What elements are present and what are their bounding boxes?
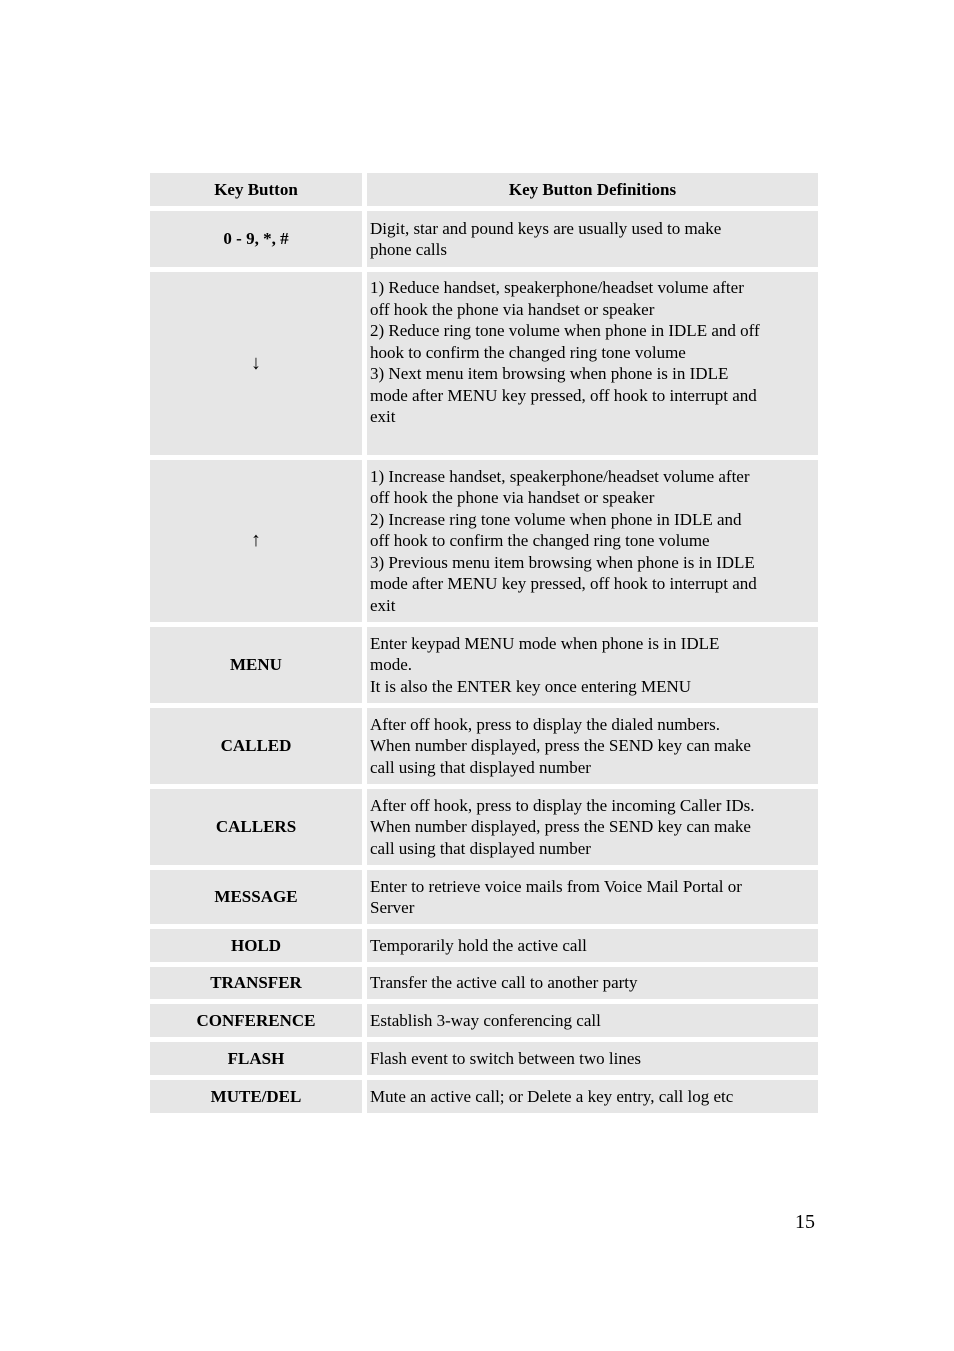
key-menu: MENU bbox=[150, 627, 362, 703]
definition-line: Flash event to switch between two lines bbox=[370, 1048, 642, 1068]
key-mute-del: MUTE/DEL bbox=[150, 1080, 362, 1113]
definition-line: call using that displayed number bbox=[370, 757, 591, 777]
definition-line: Mute an active call; or Delete a key entry, call log etc bbox=[370, 1086, 734, 1106]
definition-line: Temporarily hold the active call bbox=[370, 935, 587, 955]
definition-digits bbox=[367, 211, 818, 267]
key-flash: FLASH bbox=[150, 1042, 362, 1075]
definition-callers bbox=[367, 789, 818, 865]
definition-up-arrow bbox=[367, 460, 818, 622]
definition-line: call using that displayed number bbox=[370, 838, 591, 858]
key-called: CALLED bbox=[150, 708, 362, 784]
definition-flash bbox=[367, 1042, 818, 1075]
definition-line: 3) Previous menu item browsing when phone is in IDLE bbox=[370, 552, 755, 572]
definition-called bbox=[367, 708, 818, 784]
key-up-arrow: ↑ bbox=[150, 460, 362, 622]
definition-line: 3) Next menu item browsing when phone is in IDLE bbox=[370, 364, 729, 383]
page-number: 15 bbox=[795, 1211, 815, 1233]
definition-line: 1) Increase handset, speakerphone/headset volume after bbox=[370, 466, 750, 486]
definition-line: exit bbox=[370, 595, 396, 615]
key-button-table bbox=[150, 173, 818, 1113]
key-callers: CALLERS bbox=[150, 789, 362, 865]
key-hold: HOLD bbox=[150, 929, 362, 962]
definition-menu bbox=[367, 627, 818, 703]
definition-line: When number displayed, press the SEND key can make bbox=[370, 736, 751, 756]
definition-line: Establish 3-way conferencing call bbox=[370, 1010, 601, 1030]
definition-line: off hook the phone via handset or speaker bbox=[370, 299, 655, 319]
definition-transfer bbox=[367, 967, 818, 999]
definition-line: phone calls bbox=[370, 240, 447, 259]
definition-line: mode after MENU key pressed, off hook to interrupt and bbox=[370, 574, 757, 594]
definition-line: After off hook, press to display the dialed numbers. bbox=[370, 714, 721, 734]
definition-line: Enter keypad MENU mode when phone is in IDLE bbox=[370, 633, 720, 653]
definition-down-arrow bbox=[367, 272, 818, 455]
key-down-arrow: ↓ bbox=[150, 272, 362, 455]
definition-conference bbox=[367, 1004, 818, 1037]
definition-line: Enter to retrieve voice mails from Voice Mail Portal or bbox=[370, 876, 742, 896]
definition-line: Server bbox=[370, 898, 415, 917]
definition-message bbox=[367, 870, 818, 924]
definition-line: exit bbox=[370, 407, 396, 426]
definition-line: off hook the phone via handset or speaker bbox=[370, 488, 655, 508]
definition-line: 2) Increase ring tone volume when phone in IDLE and bbox=[370, 509, 742, 529]
header-key-button: Key Button bbox=[150, 173, 362, 206]
definition-line: 1) Reduce handset, speakerphone/headset volume after bbox=[370, 278, 744, 297]
definition-line: mode after MENU key pressed, off hook to interrupt and bbox=[370, 385, 757, 405]
key-conference: CONFERENCE bbox=[150, 1004, 362, 1037]
header-key-button-definitions: Key Button Definitions bbox=[367, 173, 818, 206]
definition-line: Digit, star and pound keys are usually used to make bbox=[370, 218, 722, 238]
definition-line: 2) Reduce ring tone volume when phone in IDLE and off bbox=[370, 321, 760, 340]
key-message: MESSAGE bbox=[150, 870, 362, 924]
definition-mute-del bbox=[367, 1080, 818, 1113]
definition-line: When number displayed, press the SEND key can make bbox=[370, 817, 751, 837]
definition-line: hook to confirm the changed ring tone volume bbox=[370, 342, 686, 362]
definition-line: mode. bbox=[370, 655, 413, 675]
definition-line: off hook to confirm the changed ring tone volume bbox=[370, 531, 710, 551]
key-transfer: TRANSFER bbox=[150, 967, 362, 999]
definition-line: It is also the ENTER key once entering MENU bbox=[370, 676, 692, 696]
definition-line: After off hook, press to display the incoming Caller IDs. bbox=[370, 795, 755, 815]
key-digits: 0 - 9, *, # bbox=[150, 211, 362, 267]
definition-hold bbox=[367, 929, 818, 962]
definition-line: Transfer the active call to another party bbox=[370, 973, 638, 993]
